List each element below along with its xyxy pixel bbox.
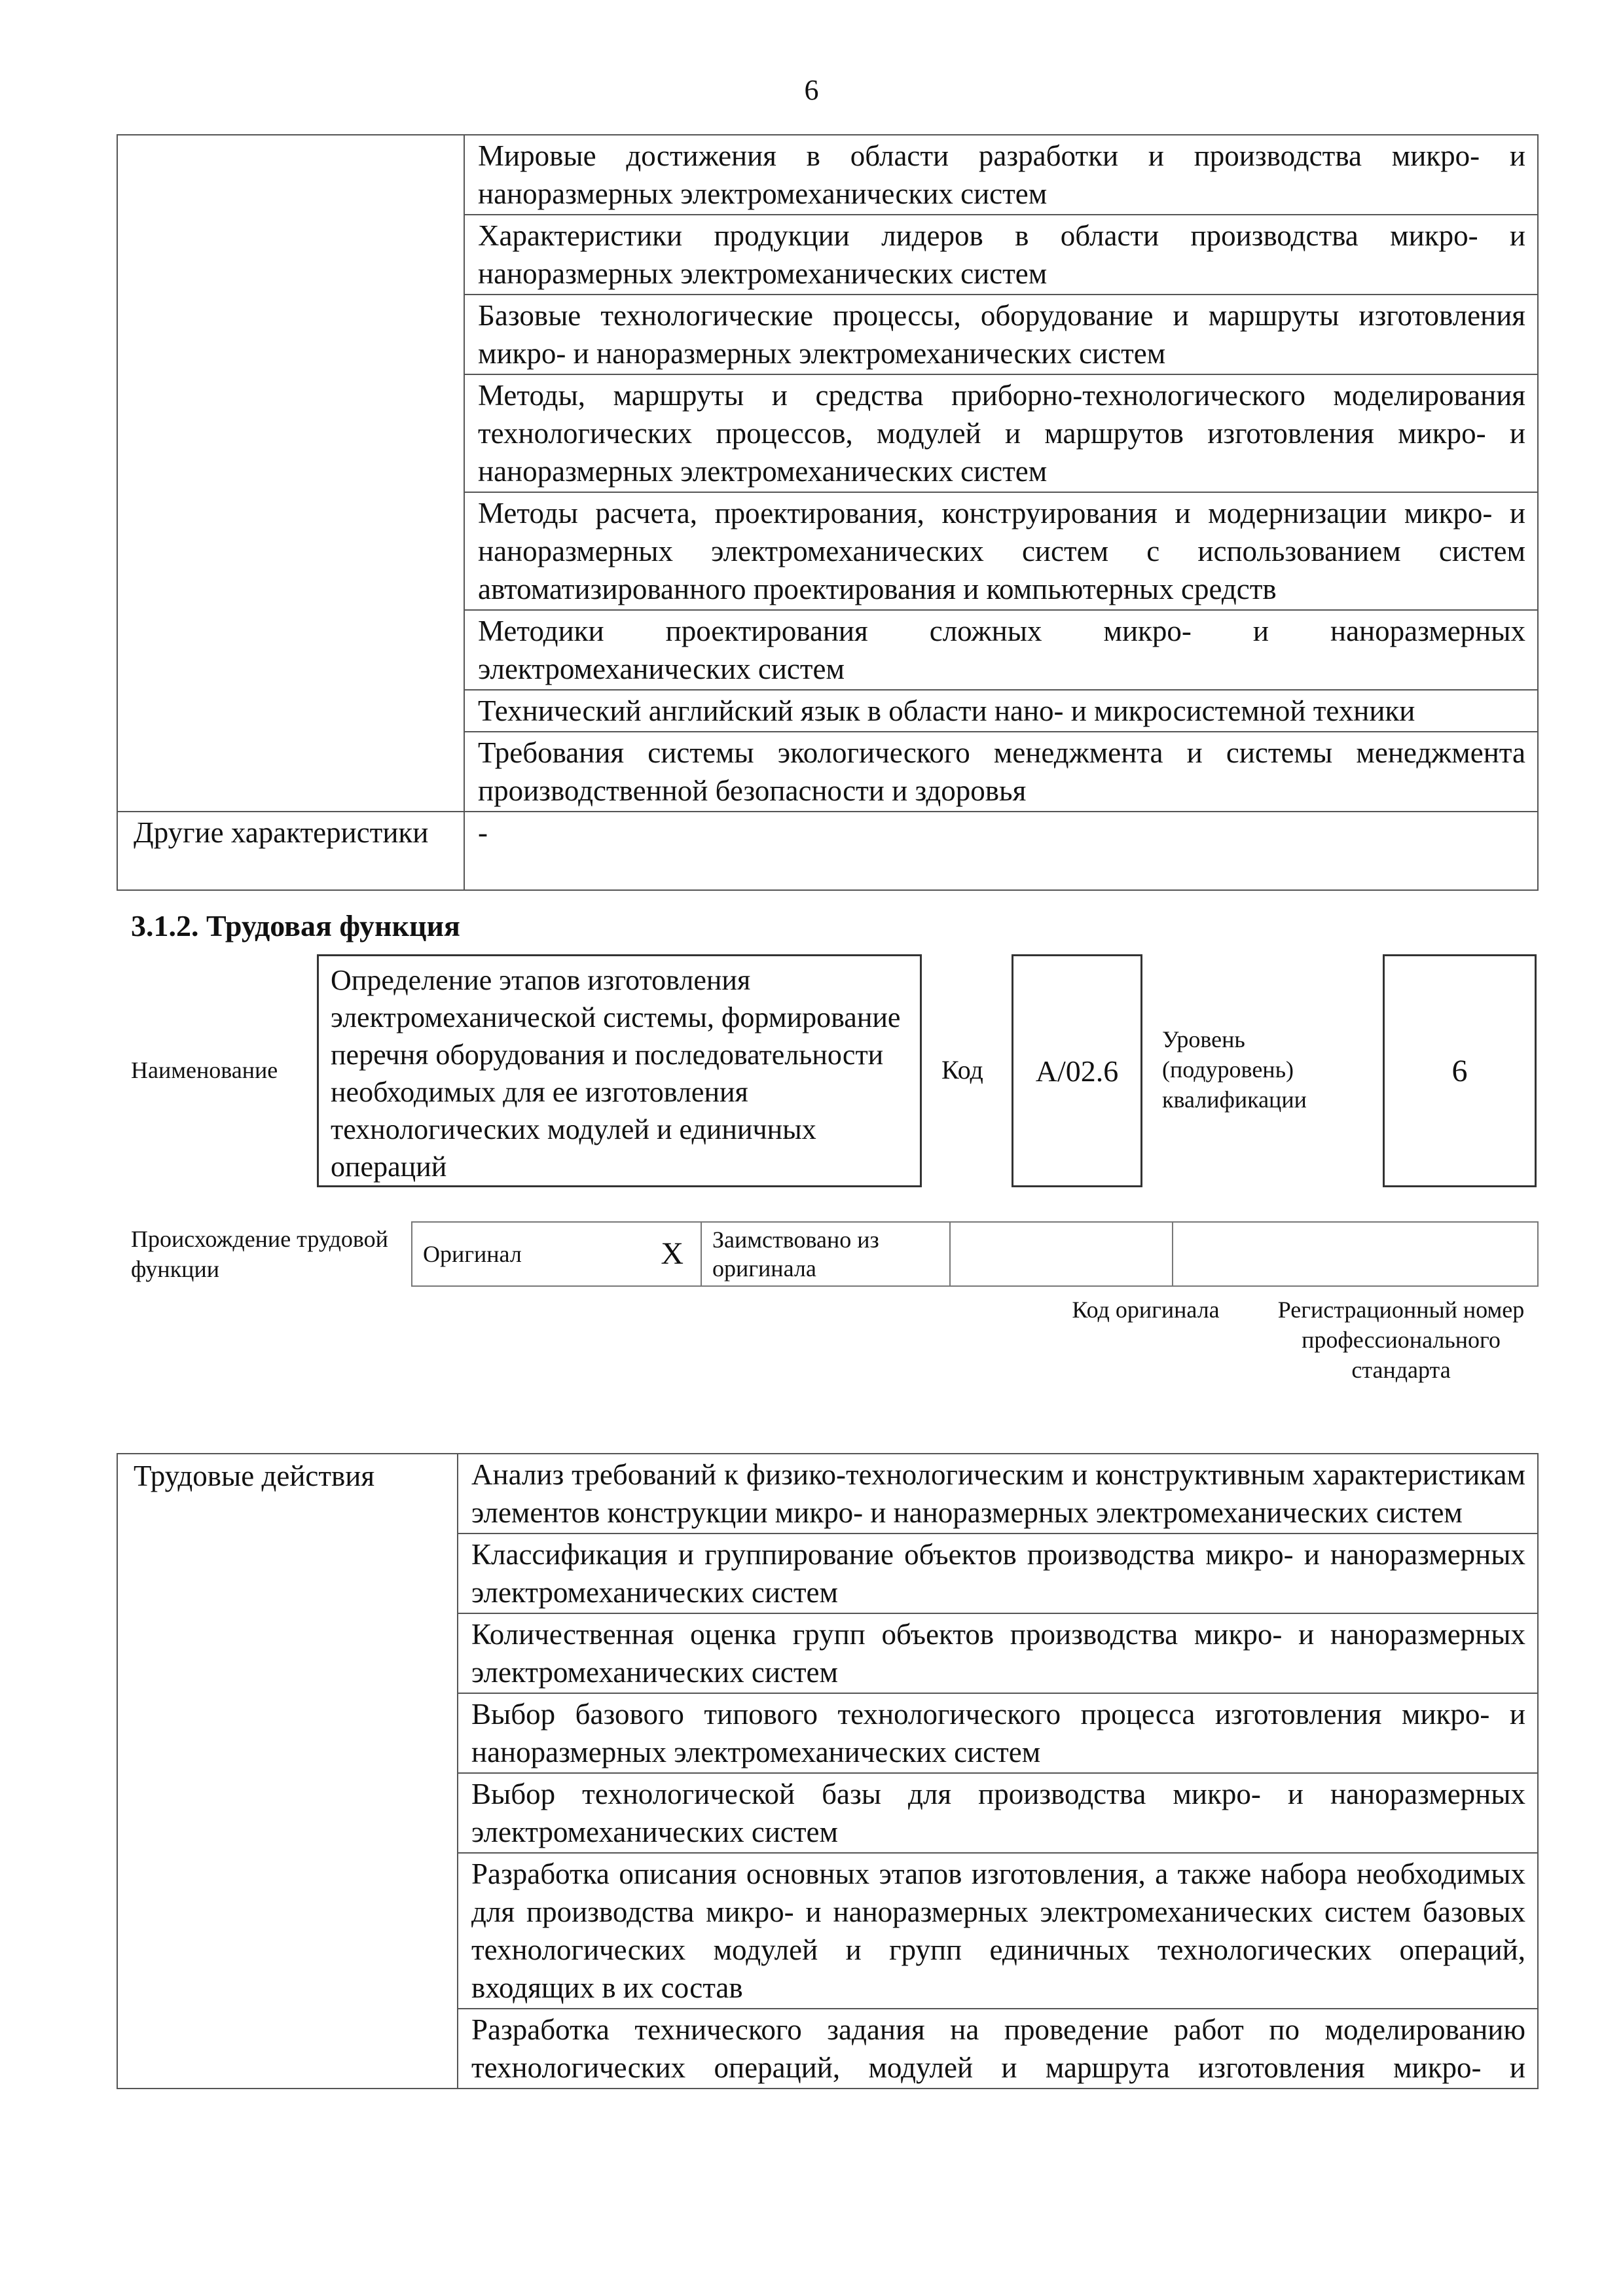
table-row (412, 1222, 1538, 1286)
table-row (117, 135, 1538, 215)
code-label: Код (941, 1055, 983, 1085)
knowledge-table (117, 134, 1539, 891)
origin-label: Происхождение трудовой функции (131, 1226, 388, 1282)
borrowed-cell: Заимствовано из оригинала (701, 1222, 950, 1286)
other-characteristics-label: Другие характеристики (117, 812, 464, 890)
labour-action-item: Разработка описания основных этапов изготовления, а также набора необходимых для производства микро- и наноразмерных электромеханических систем базовых технологических модулей и групп единичных технологических операций, входящих в их состав (458, 1853, 1538, 2009)
labour-action-item: Выбор технологической базы для производства микро- и наноразмерных электромеханических систем (458, 1773, 1538, 1853)
knowledge-item: Методики проектирования сложных микро- и наноразмерных электромеханических систем (464, 610, 1538, 690)
table-row (117, 812, 1538, 890)
function-code-value: A/02.6 (1035, 1054, 1119, 1088)
labour-action-item: Выбор базового типового технологического процесса изготовления микро- и наноразмерных электромеханических систем (458, 1693, 1538, 1773)
knowledge-item: Мировые достижения в области разработки и производства микро- и наноразмерных электромеханических систем (464, 135, 1538, 215)
knowledge-item: Характеристики продукции лидеров в области производства микро- и наноразмерных электромеханических систем (464, 215, 1538, 295)
knowledge-item: Методы расчета, проектирования, конструирования и модернизации микро- и наноразмерных электромеханических систем с использованием систем автоматизированного проектирования и компьютерных средств (464, 492, 1538, 610)
function-code-box (1012, 954, 1142, 1187)
other-characteristics-value: - (464, 812, 1538, 890)
labour-actions-label: Трудовые действия (117, 1454, 458, 2089)
knowledge-item: Технический английский язык в области нано- и микросистемной техники (464, 690, 1538, 732)
function-name-box: Определение этапов изготовления электромеханической системы, формирование перечня оборудования и последовательности необходимых для ее изготовления технологических модулей и единичных операций (317, 954, 922, 1187)
labour-action-item: Количественная оценка групп объектов производства микро- и наноразмерных электромеханических систем (458, 1613, 1538, 1693)
labour-actions-table (117, 1453, 1539, 2089)
registration-number-caption: Регистрационный номер профессионального стандарта (1277, 1297, 1525, 1383)
qualification-level-box (1383, 954, 1537, 1187)
original-code-cell (950, 1222, 1173, 1286)
qualification-level-label: Уровень (подуровень) квалификации (1162, 1026, 1307, 1113)
table-row (117, 1454, 1538, 1534)
qualification-level-value: 6 (1451, 1053, 1468, 1088)
section-title: 3.1.2. Трудовая функция (131, 909, 460, 942)
origin-table (411, 1221, 1539, 1287)
knowledge-item: Базовые технологические процессы, оборудование и маршруты изготовления микро- и наноразмерных электромеханических систем (464, 295, 1538, 374)
original-cell (412, 1222, 701, 1286)
name-label: Наименование (131, 1057, 278, 1083)
knowledge-item: Методы, маршруты и средства приборно-технологического моделирования технологических процессов, модулей и маршрутов изготовления микро- и наноразмерных электромеханических систем (464, 374, 1538, 492)
registration-number-cell (1173, 1222, 1538, 1286)
original-mark: X (661, 1236, 684, 1271)
labour-action-item: Разработка технического задания на проведение работ по моделированию технологических операций, модулей и маршрута изготовления микро- и (458, 2009, 1538, 2089)
original-code-caption: Код оригинала (1072, 1297, 1220, 1323)
original-label: Оригинал (423, 1241, 522, 1267)
knowledge-item: Требования системы экологического менеджмента и системы менеджмента производственной безопасности и здоровья (464, 732, 1538, 812)
labour-action-item: Классификация и группирование объектов производства микро- и наноразмерных электромеханических систем (458, 1534, 1538, 1613)
knowledge-label-cell (117, 135, 464, 812)
page-number: 6 (804, 74, 819, 106)
labour-action-item: Анализ требований к физико-технологическим и конструктивным характеристикам элементов конструкции микро- и наноразмерных электромеханических систем (458, 1454, 1538, 1534)
